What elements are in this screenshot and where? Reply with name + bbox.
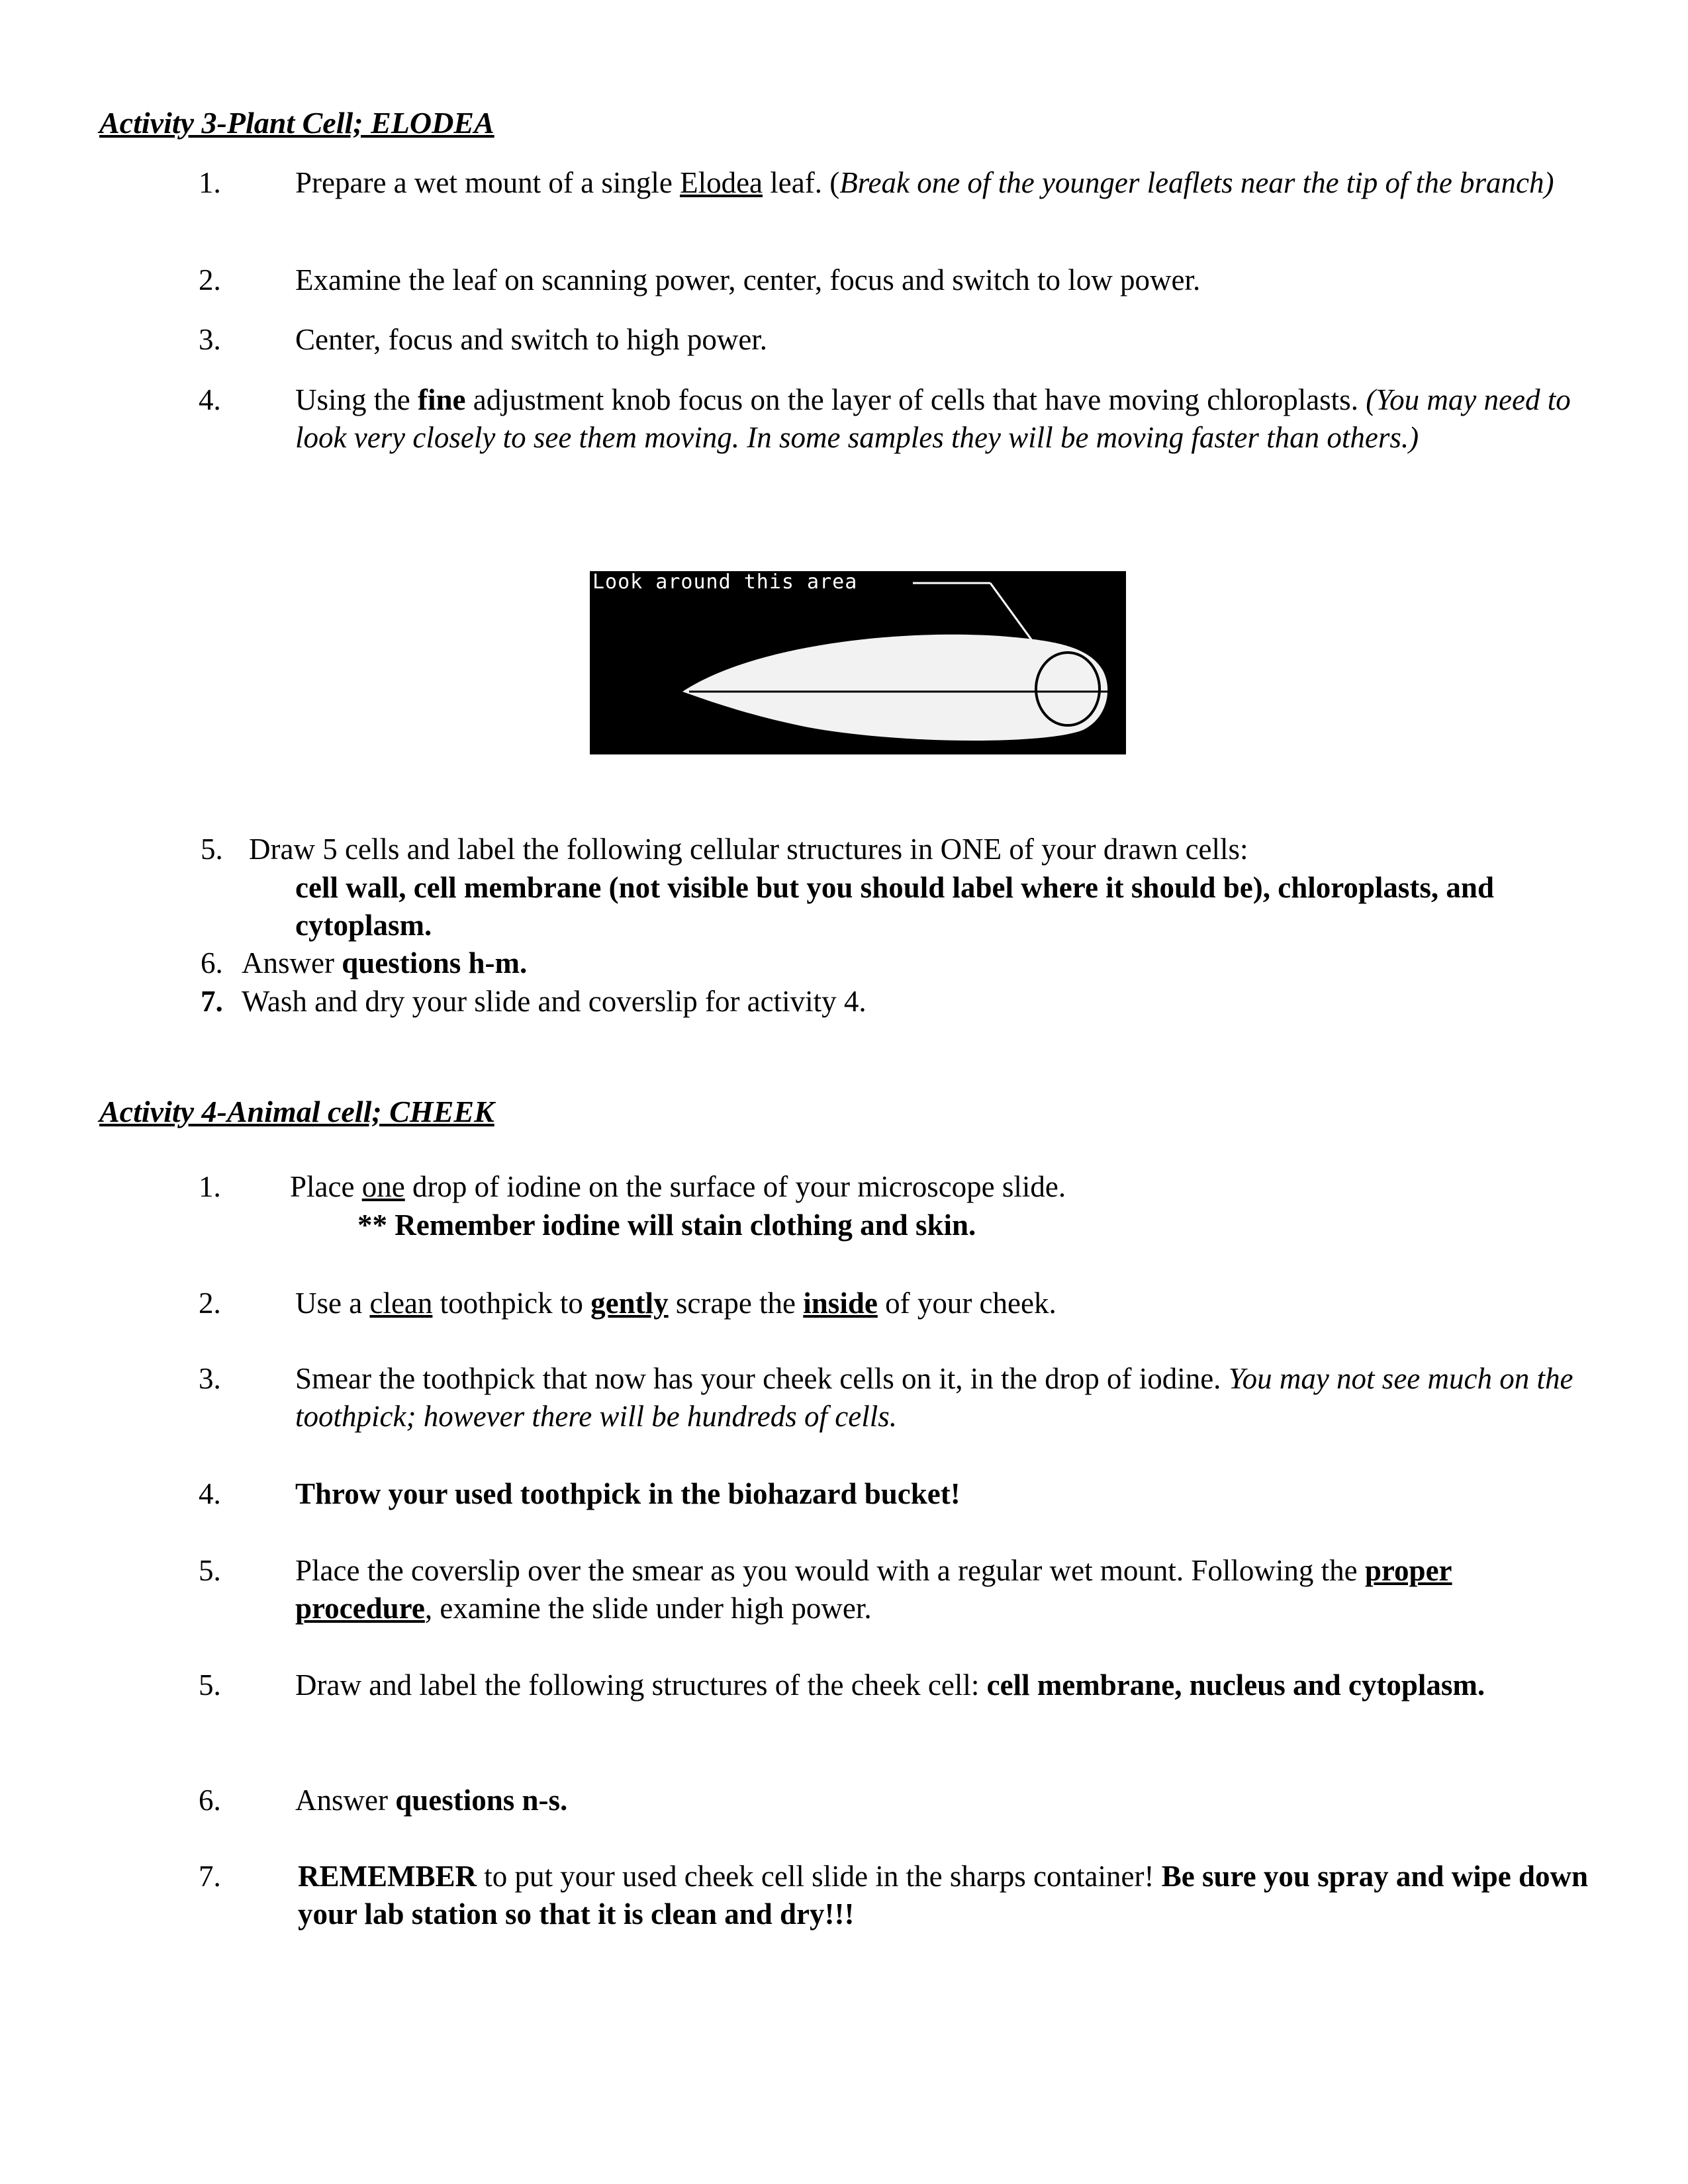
- step-number: 6.: [199, 1784, 221, 1817]
- step-number: 7.: [201, 985, 223, 1018]
- step-number: 3.: [199, 323, 221, 356]
- leaf-diagram: [590, 571, 1126, 754]
- step-text: Throw your used toothpick in the biohazard bucket!: [295, 1477, 961, 1510]
- figure-label: Look around this area: [592, 571, 858, 594]
- step-text: Draw and label the following structures of the cheek cell: cell membrane, nucleus and cytoplasm.: [295, 1668, 1485, 1702]
- step-text: Wash and dry your slide and coverslip for activity 4.: [242, 985, 867, 1018]
- step-number: 2.: [199, 263, 221, 296]
- step-text: Examine the leaf on scanning power, center, focus and switch to low power.: [295, 263, 1201, 296]
- activity-4-heading: Activity 4-Animal cell; CHEEK: [99, 1095, 494, 1128]
- step-number: 5.: [199, 1554, 221, 1587]
- elodea-leaf-figure: [590, 571, 1126, 754]
- step-text: Place the coverslip over the smear as you would with a regular wet mount. Following the proper procedure, examine the slide under high power.: [295, 1554, 1452, 1625]
- step-text: Center, focus and switch to high power.: [295, 323, 768, 356]
- iodine-warning: ** Remember iodine will stain clothing and skin.: [357, 1208, 976, 1242]
- step-number: 6.: [201, 946, 223, 979]
- activity-3-step-5-structures: cell wall, cell membrane (not visible but you should label where it should be), chloroplasts, and cytoplasm.: [295, 871, 1494, 942]
- step-text: Using the fine adjustment knob focus on the layer of cells that have moving chloroplasts. (You may need to look very closely to see them moving. In some samples they will be moving faster than others.): [295, 383, 1571, 454]
- step-text: Answer questions n-s.: [295, 1784, 568, 1817]
- step-text: Smear the toothpick that now has your cheek cells on it, in the drop of iodine. You may not see much on the toothpick; however there will be hundreds of cells.: [295, 1362, 1573, 1433]
- step-number: 7.: [199, 1860, 221, 1893]
- step-number: 4.: [199, 1477, 221, 1510]
- step-text: Draw 5 cells and label the following cellular structures in ONE of your drawn cells:: [249, 833, 1248, 866]
- step-number: 5.: [199, 1668, 221, 1702]
- step-text: REMEMBER to put your used cheek cell slide in the sharps container! Be sure you spray and wipe down your lab station so that it is clean and dry!!!: [298, 1860, 1589, 1931]
- step-number: 2.: [199, 1287, 221, 1320]
- step-number: 1.: [199, 166, 221, 199]
- leaf-shape: [682, 635, 1107, 741]
- step-text: Prepare a wet mount of a single Elodea leaf. (Break one of the younger leaflets near the tip of the branch): [295, 166, 1554, 199]
- step-text: Answer questions h-m.: [242, 946, 528, 979]
- step-number: 4.: [199, 383, 221, 416]
- step-number: 3.: [199, 1362, 221, 1395]
- step-text: Use a clean toothpick to gently scrape the inside of your cheek.: [295, 1287, 1056, 1320]
- step-number: 5.: [201, 833, 223, 866]
- activity-3-heading: Activity 3-Plant Cell; ELODEA: [99, 106, 494, 140]
- step-text: Place one drop of iodine on the surface of your microscope slide.: [290, 1170, 1066, 1203]
- step-number: 1.: [199, 1170, 221, 1203]
